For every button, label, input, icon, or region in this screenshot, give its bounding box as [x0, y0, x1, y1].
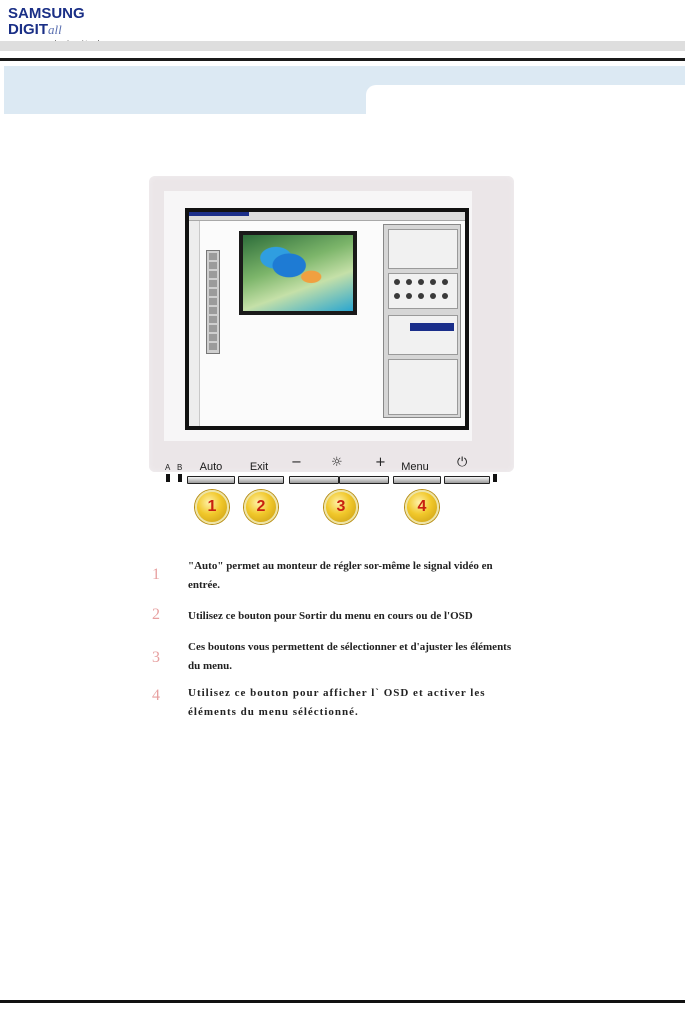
- menu-button[interactable]: [393, 476, 441, 484]
- auto-button[interactable]: [187, 476, 235, 484]
- power-icon: ⏻: [457, 455, 468, 470]
- kingfisher-photo: [239, 231, 357, 315]
- desc-number-1: 1: [152, 566, 160, 583]
- monitor-screen: [185, 208, 469, 430]
- auto-button-label: Auto: [199, 461, 223, 473]
- app-palettes: [383, 224, 461, 418]
- desc-text-3: Ces boutons vous permettent de sélectionner et d'ajuster les éléments du menu.: [188, 641, 512, 672]
- badge-1: 1: [195, 490, 229, 524]
- badge-3: 3: [324, 490, 358, 524]
- footer-divider: [0, 1000, 685, 1003]
- switch-indicator-a: [166, 474, 170, 482]
- desc-text-4: Utilisez ce bouton pour afficher l` OSD et activer les éléments du menu séléctionné.: [188, 687, 486, 718]
- samsung-logo: [8, 6, 128, 38]
- logo-brand-suffix: all: [48, 22, 62, 37]
- badge-4: 4: [405, 490, 439, 524]
- desc-text-2: Utilisez ce bouton pour Sortir du menu en cours ou de l'OSD: [188, 610, 473, 622]
- adjust-up-button[interactable]: [339, 476, 389, 484]
- switch-label-b: B: [177, 463, 183, 472]
- desc-number-4: 4: [152, 687, 160, 704]
- title-banner-notch: [366, 85, 685, 114]
- switch-indicator-b: [178, 474, 182, 482]
- brightness-icon: ☼: [331, 455, 343, 470]
- app-titlebar: [189, 212, 249, 216]
- exit-button-label: Exit: [249, 461, 269, 473]
- adjust-down-button[interactable]: [289, 476, 339, 484]
- screen-content: [189, 212, 465, 426]
- kingfisher-image: [243, 235, 353, 311]
- menu-button-label: Menu: [401, 461, 429, 473]
- exit-button[interactable]: [238, 476, 284, 484]
- app-ruler: [189, 221, 200, 426]
- header-grey-band: [0, 41, 685, 51]
- power-button[interactable]: [444, 476, 490, 484]
- header-divider: [0, 58, 685, 61]
- desc-number-3: 3: [152, 649, 160, 666]
- monitor-illustration: [135, 172, 528, 552]
- power-led: [493, 474, 497, 482]
- plus-icon: +: [375, 455, 386, 470]
- desc-text-1: "Auto" permet au monteur de régler sor-même le signal vidéo en entrée.: [188, 560, 493, 591]
- logo-brand: SAMSUNG DIGIT: [8, 5, 85, 38]
- app-toolbox: [206, 250, 220, 354]
- switch-label-a: A: [165, 463, 171, 472]
- desc-number-2: 2: [152, 606, 160, 623]
- minus-icon: −: [291, 455, 302, 470]
- badge-2: 2: [244, 490, 278, 524]
